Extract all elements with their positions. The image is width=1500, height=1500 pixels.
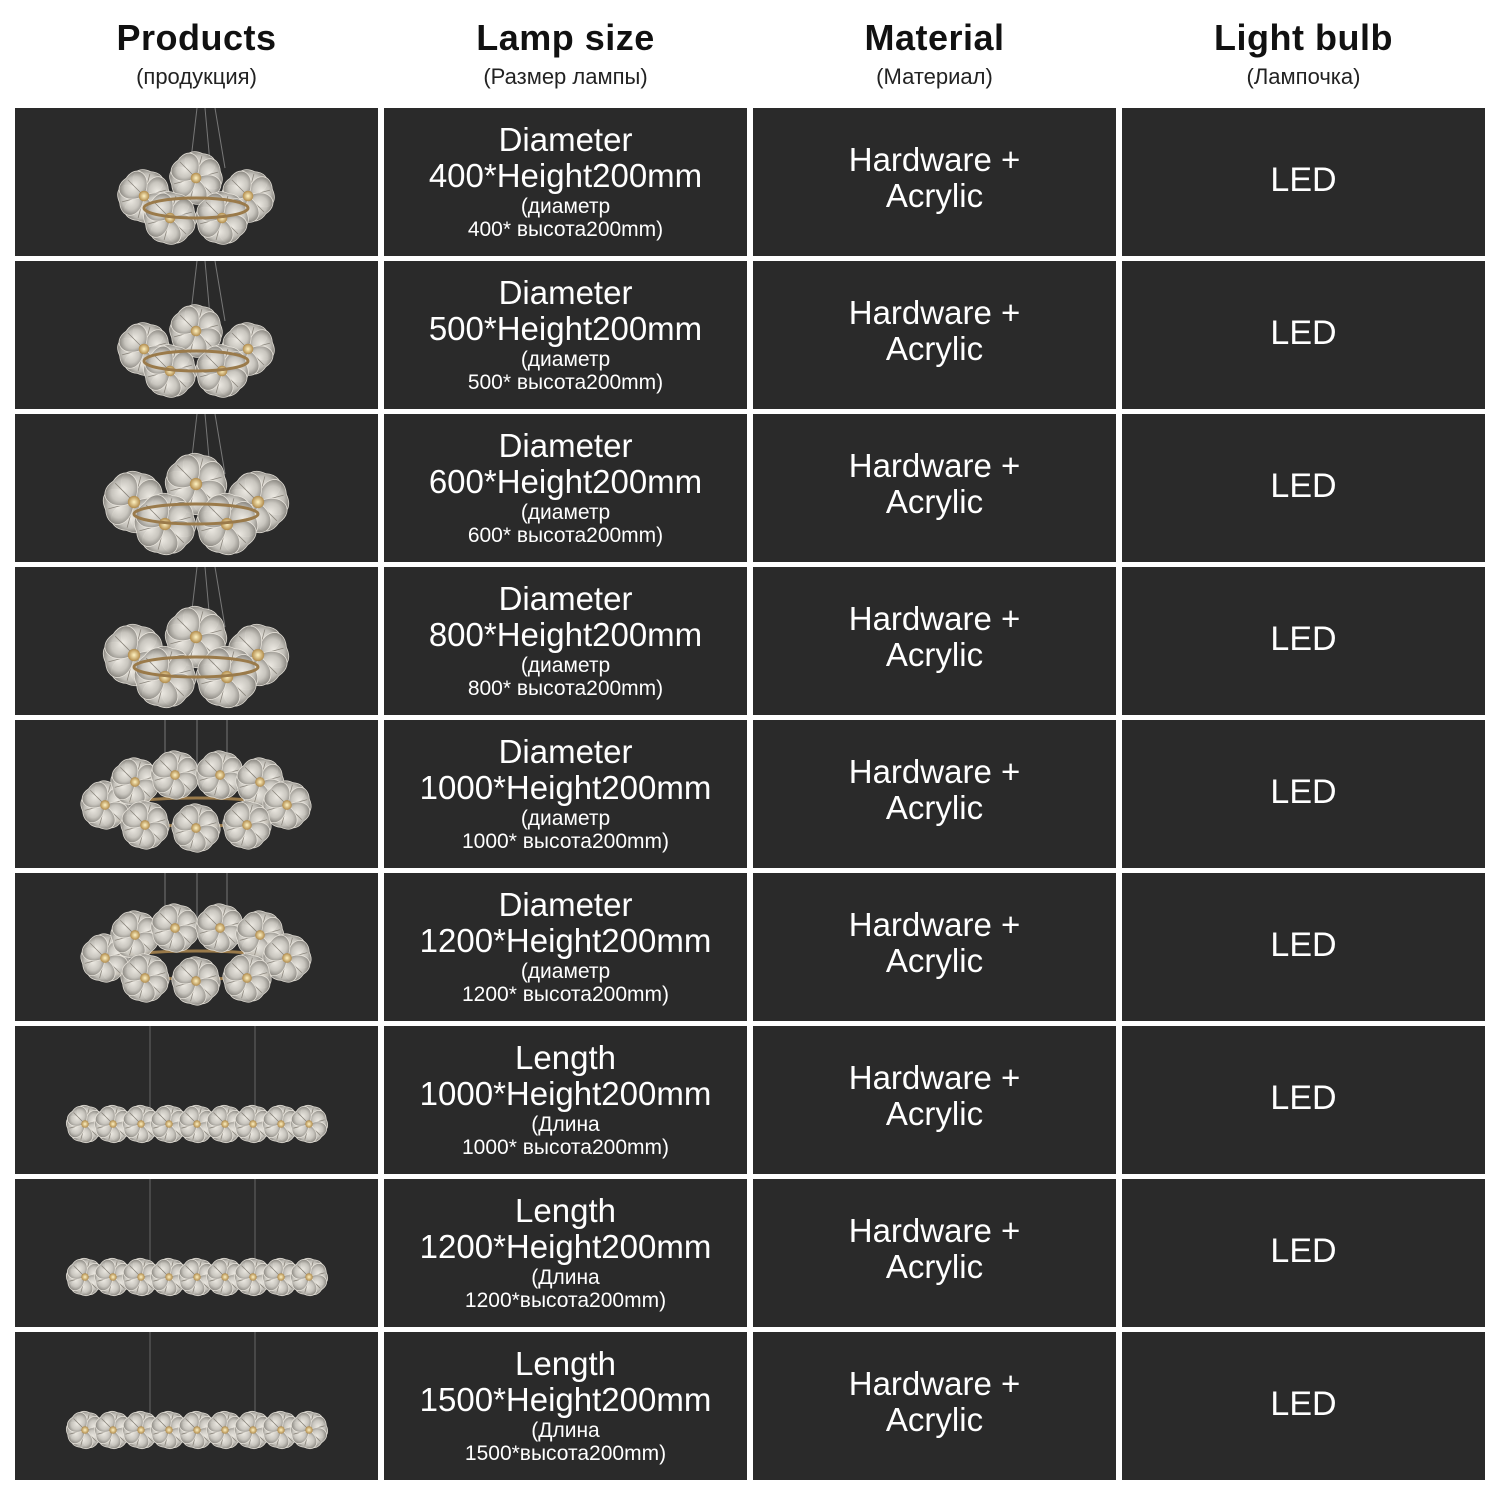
product-image-cell (15, 1179, 378, 1327)
material-line-2: Acrylic (885, 942, 984, 979)
size-label: Length (515, 1039, 616, 1076)
lamp-size-cell (384, 1026, 747, 1174)
light-bulb-cell (1122, 414, 1485, 562)
material-line-2: Acrylic (885, 1401, 984, 1438)
light-bulb-value: LED (1270, 466, 1337, 505)
size-value: 1200*Height200mm (419, 922, 712, 959)
size-value-ru: 800* высота200mm) (467, 677, 664, 700)
size-label-ru: (Длина (531, 1266, 600, 1289)
size-value-ru: 1500*высота200mm) (464, 1442, 667, 1465)
material-line-1: Hardware + (848, 753, 1021, 790)
size-label-ru: (диаметр (520, 501, 611, 524)
lamp-size-cell (384, 720, 747, 868)
material-line-1: Hardware + (848, 1059, 1021, 1096)
light-bulb-value: LED (1270, 772, 1337, 811)
size-value: 600*Height200mm (428, 463, 703, 500)
material-cell (753, 261, 1116, 409)
size-value: 400*Height200mm (428, 157, 703, 194)
light-bulb-cell (1122, 1026, 1485, 1174)
size-label-ru: (Длина (531, 1113, 600, 1136)
size-value-ru: 1000* высота200mm) (461, 830, 669, 853)
size-label: Diameter (498, 427, 633, 464)
size-value-ru: 1000* высота200mm) (461, 1136, 669, 1159)
material-line-2: Acrylic (885, 1095, 984, 1132)
material-cell (753, 414, 1116, 562)
light-bulb-cell (1122, 873, 1485, 1021)
size-value: 500*Height200mm (428, 310, 703, 347)
size-label: Diameter (498, 274, 633, 311)
lamp-size-cell (384, 873, 747, 1021)
light-bulb-value: LED (1270, 619, 1337, 658)
product-image-cell (15, 567, 378, 715)
size-value-ru: 1200*высота200mm) (464, 1289, 667, 1312)
material-cell (753, 567, 1116, 715)
material-line-1: Hardware + (848, 906, 1021, 943)
light-bulb-value: LED (1270, 313, 1337, 352)
material-line-2: Acrylic (885, 483, 984, 520)
light-bulb-value: LED (1270, 1231, 1337, 1270)
material-cell (753, 1332, 1116, 1480)
lamp-size-cell (384, 1332, 747, 1480)
header-light-bulb-title: Light bulb (1214, 17, 1393, 58)
light-bulb-cell (1122, 261, 1485, 409)
light-bulb-cell (1122, 567, 1485, 715)
material-line-2: Acrylic (885, 1248, 984, 1285)
size-value-ru: 1200* высота200mm) (461, 983, 669, 1006)
size-value: 1000*Height200mm (419, 769, 712, 806)
material-cell (753, 1179, 1116, 1327)
header-lamp-size-subtitle: (Размер лампы) (483, 64, 648, 89)
light-bulb-cell (1122, 1332, 1485, 1480)
size-value-ru: 400* высота200mm) (467, 218, 664, 241)
header-material-subtitle: (Материал) (876, 64, 993, 89)
size-value: 1000*Height200mm (419, 1075, 712, 1112)
material-line-1: Hardware + (848, 447, 1021, 484)
product-image-cell (15, 1332, 378, 1480)
lamp-size-cell (384, 567, 747, 715)
material-line-1: Hardware + (848, 1212, 1021, 1249)
material-line-2: Acrylic (885, 636, 984, 673)
header-material (753, 0, 1116, 108)
header-light-bulb-subtitle: (Лампочка) (1246, 64, 1361, 89)
size-label-ru: (диаметр (520, 195, 611, 218)
material-cell (753, 873, 1116, 1021)
light-bulb-value: LED (1270, 160, 1337, 199)
size-value: 800*Height200mm (428, 616, 703, 653)
material-line-1: Hardware + (848, 1365, 1021, 1402)
lamp-size-cell (384, 1179, 747, 1327)
product-image-cell (15, 720, 378, 868)
size-label: Diameter (498, 733, 633, 770)
product-image-cell (15, 108, 378, 256)
size-value-ru: 600* высота200mm) (467, 524, 664, 547)
product-image-cell (15, 261, 378, 409)
size-label-ru: (диаметр (520, 960, 611, 983)
light-bulb-cell (1122, 108, 1485, 256)
material-line-2: Acrylic (885, 789, 984, 826)
size-value: 1500*Height200mm (419, 1381, 712, 1418)
product-image-cell (15, 873, 378, 1021)
material-cell (753, 1026, 1116, 1174)
light-bulb-cell (1122, 1179, 1485, 1327)
header-products-subtitle: (продукция) (136, 64, 257, 89)
material-line-2: Acrylic (885, 177, 984, 214)
size-label-ru: (диаметр (520, 807, 611, 830)
size-label: Length (515, 1345, 616, 1382)
material-line-1: Hardware + (848, 294, 1021, 331)
size-value: 1200*Height200mm (419, 1228, 712, 1265)
header-products (15, 0, 378, 108)
size-label: Diameter (498, 580, 633, 617)
product-image-cell (15, 1026, 378, 1174)
material-cell (753, 108, 1116, 256)
header-lamp-size-title: Lamp size (476, 17, 655, 58)
light-bulb-cell (1122, 720, 1485, 868)
lamp-size-cell (384, 414, 747, 562)
light-bulb-value: LED (1270, 1078, 1337, 1117)
lamp-size-cell (384, 261, 747, 409)
header-products-title: Products (116, 17, 277, 58)
lamp-size-cell (384, 108, 747, 256)
size-label-ru: (Длина (531, 1419, 600, 1442)
light-bulb-value: LED (1270, 1384, 1337, 1423)
size-value-ru: 500* высота200mm) (467, 371, 664, 394)
size-label: Diameter (498, 886, 633, 923)
size-label-ru: (диаметр (520, 348, 611, 371)
size-label: Diameter (498, 121, 633, 158)
material-line-1: Hardware + (848, 600, 1021, 637)
size-label: Length (515, 1192, 616, 1229)
material-line-2: Acrylic (885, 330, 984, 367)
product-image-cell (15, 414, 378, 562)
table-header (0, 0, 1500, 108)
material-cell (753, 720, 1116, 868)
header-light-bulb (1122, 0, 1485, 108)
size-label-ru: (диаметр (520, 654, 611, 677)
header-material-title: Material (864, 17, 1005, 58)
light-bulb-value: LED (1270, 925, 1337, 964)
material-line-1: Hardware + (848, 141, 1021, 178)
header-lamp-size (384, 0, 747, 108)
